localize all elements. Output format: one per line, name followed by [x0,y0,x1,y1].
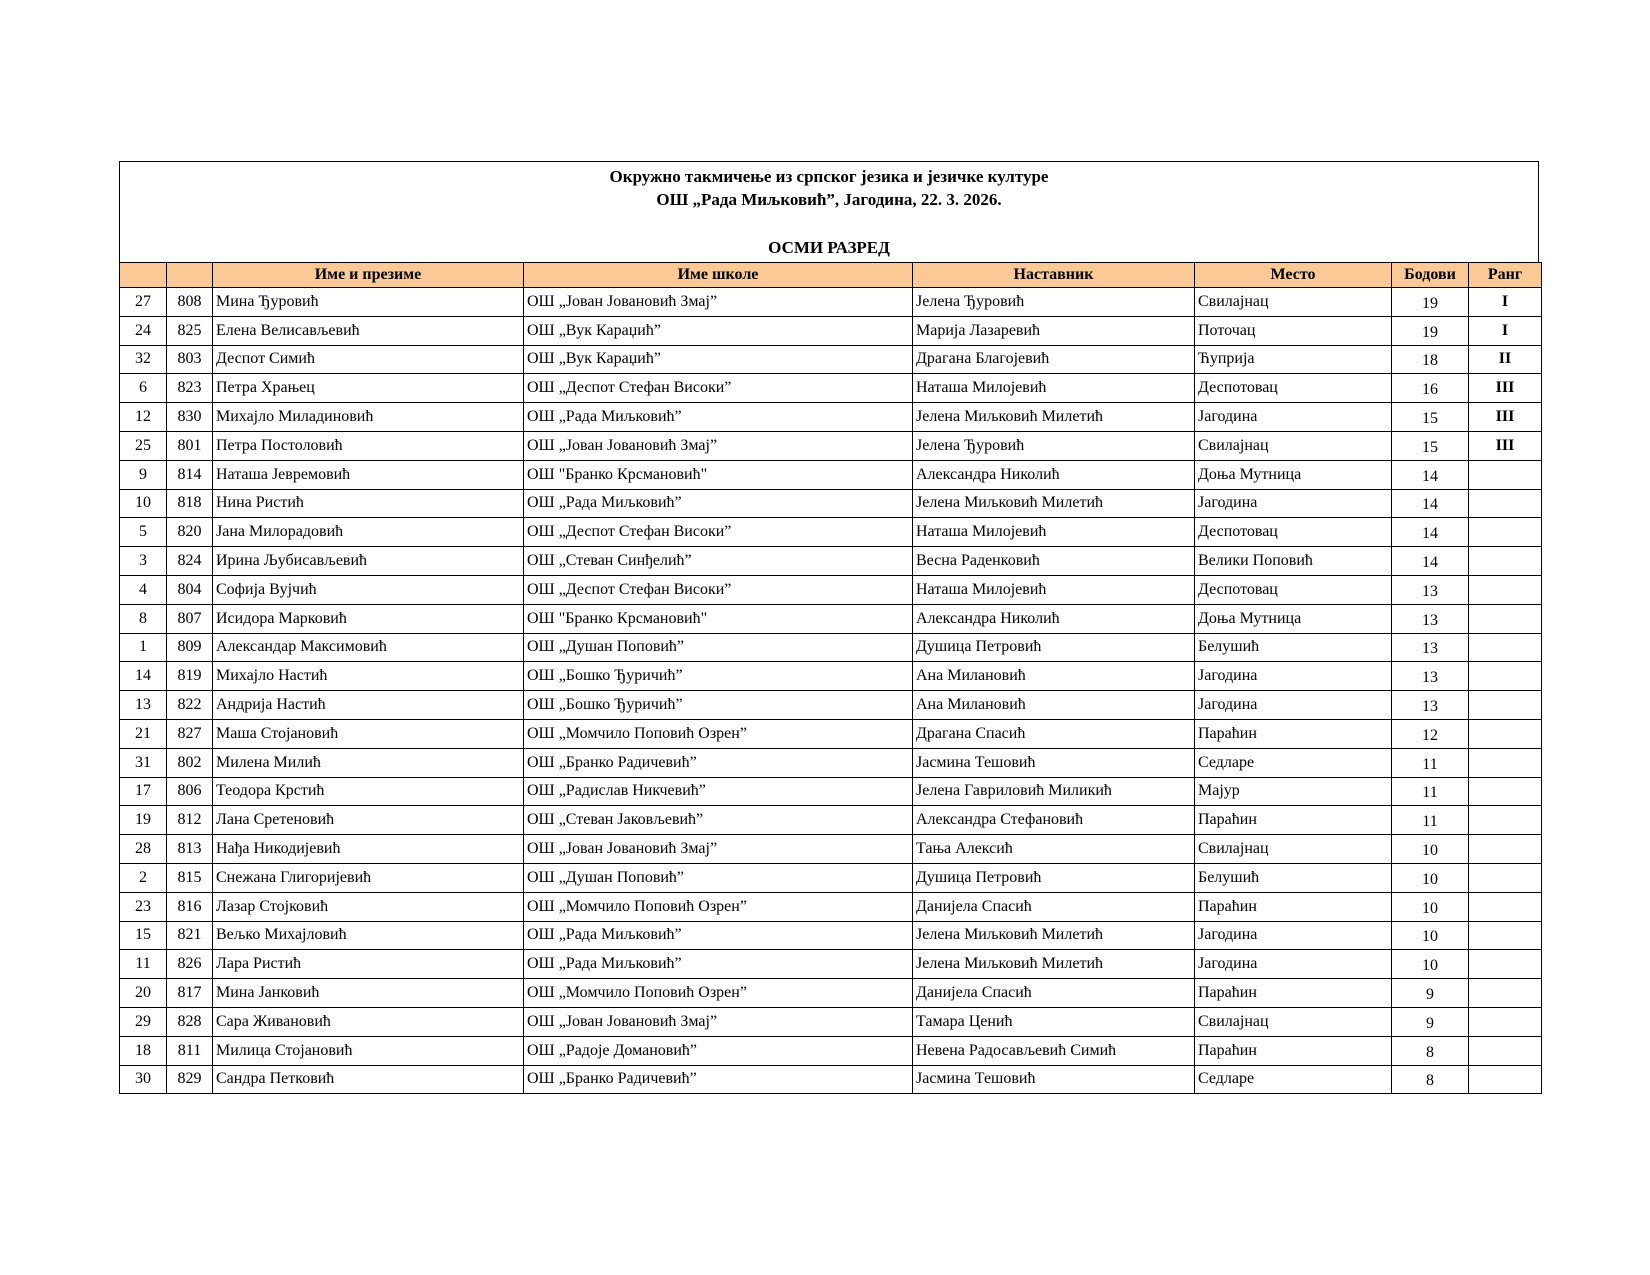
place-name: Јагодина [1195,950,1392,979]
contestant-code: 818 [167,489,213,518]
header-row [120,263,1542,288]
table-row [120,921,1542,950]
contestant-code: 807 [167,604,213,633]
place-name: Параћин [1195,892,1392,921]
contestant-code: 827 [167,719,213,748]
school-name: ОШ „Рада Миљковић” [524,921,913,950]
row-number: 10 [120,489,167,518]
rank-value [1469,979,1542,1008]
row-number: 11 [120,950,167,979]
place-name: Параћин [1195,806,1392,835]
contestant-name: Лара Ристић [213,950,524,979]
teacher-name: Невена Радосављевић Симић [913,1036,1195,1065]
school-name: ОШ „Радоје Домановић” [524,1036,913,1065]
teacher-name: Јелена Ђуровић [913,288,1195,317]
table-row [120,979,1542,1008]
school-name: ОШ „Јован Јовановић Змај” [524,431,913,460]
teacher-name: Јелена Миљковић Милетић [913,921,1195,950]
contestant-code: 826 [167,950,213,979]
row-number: 14 [120,662,167,691]
points-value: 10 [1392,892,1469,921]
points-value: 13 [1392,633,1469,662]
rank-value [1469,806,1542,835]
place-name: Јагодина [1195,662,1392,691]
teacher-name: Ана Милановић [913,662,1195,691]
table-row [120,806,1542,835]
place-name: Седларе [1195,1065,1392,1094]
contestant-code: 823 [167,374,213,403]
contestant-code: 814 [167,460,213,489]
table-row [120,662,1542,691]
table-row [120,777,1542,806]
school-name: ОШ „Бранко Радичевић” [524,1065,913,1094]
contestant-code: 828 [167,1007,213,1036]
row-number: 2 [120,863,167,892]
col-header-place: Место [1195,263,1392,288]
contestant-code: 811 [167,1036,213,1065]
points-value: 15 [1392,403,1469,432]
school-name: ОШ „Деспот Стефан Високи” [524,575,913,604]
results-sheet [119,161,1539,1094]
teacher-name: Александра Стефановић [913,806,1195,835]
table-row [120,950,1542,979]
contestant-name: Исидора Марковић [213,604,524,633]
school-name: ОШ „Јован Јовановић Змај” [524,288,913,317]
rank-value [1469,1007,1542,1036]
points-value: 14 [1392,518,1469,547]
teacher-name: Тамара Ценић [913,1007,1195,1036]
row-number: 29 [120,1007,167,1036]
contestant-code: 806 [167,777,213,806]
row-number: 23 [120,892,167,921]
contestant-name: Снежана Глигоријевић [213,863,524,892]
points-value: 19 [1392,288,1469,317]
results-table [119,262,1542,1094]
contestant-name: Наташа Јевремовић [213,460,524,489]
contestant-name: Вељко Михајловић [213,921,524,950]
contestant-name: Сара Живановић [213,1007,524,1036]
contestant-name: Петра Постоловић [213,431,524,460]
school-name: ОШ „Душан Поповић” [524,863,913,892]
rank-value: III [1469,374,1542,403]
place-name: Белушић [1195,633,1392,662]
row-number: 1 [120,633,167,662]
place-name: Ћуприја [1195,345,1392,374]
grade-title: ОСМИ РАЗРЕД [768,238,890,257]
contestant-code: 819 [167,662,213,691]
contestant-name: Нина Ристић [213,489,524,518]
row-number: 28 [120,835,167,864]
points-value: 19 [1392,316,1469,345]
place-name: Седларе [1195,748,1392,777]
col-header-teacher: Наставник [913,263,1195,288]
place-name: Свилајнац [1195,288,1392,317]
contestant-code: 808 [167,288,213,317]
points-value: 14 [1392,489,1469,518]
rank-value: II [1469,345,1542,374]
contestant-code: 812 [167,806,213,835]
rank-value [1469,719,1542,748]
table-row [120,403,1542,432]
table-row [120,604,1542,633]
school-name: ОШ „Бранко Радичевић” [524,748,913,777]
contestant-name: Александар Максимовић [213,633,524,662]
rank-value [1469,777,1542,806]
teacher-name: Данијела Спасић [913,979,1195,1008]
table-row [120,575,1542,604]
place-name: Свилајнац [1195,835,1392,864]
contestant-name: Михајло Миладиновић [213,403,524,432]
points-value: 14 [1392,460,1469,489]
points-value: 9 [1392,979,1469,1008]
place-name: Деспотовац [1195,575,1392,604]
school-name: ОШ „Рада Миљковић” [524,403,913,432]
row-number: 13 [120,691,167,720]
teacher-name: Душица Петровић [913,633,1195,662]
table-row [120,288,1542,317]
results-body [120,288,1542,1094]
points-value: 13 [1392,691,1469,720]
contestant-name: Андрија Настић [213,691,524,720]
col-header-number [120,263,167,288]
place-name: Доња Мутница [1195,460,1392,489]
teacher-name: Јелена Ђуровић [913,431,1195,460]
points-value: 8 [1392,1065,1469,1094]
rank-value: I [1469,316,1542,345]
teacher-name: Душица Петровић [913,863,1195,892]
contestant-name: Нађа Никодијевић [213,835,524,864]
contestant-code: 803 [167,345,213,374]
rank-value [1469,892,1542,921]
contestant-name: Милена Милић [213,748,524,777]
contestant-code: 816 [167,892,213,921]
row-number: 9 [120,460,167,489]
row-number: 27 [120,288,167,317]
rank-value [1469,863,1542,892]
teacher-name: Марија Лазаревић [913,316,1195,345]
school-name: ОШ „Јован Јовановић Змај” [524,1007,913,1036]
rank-value [1469,950,1542,979]
row-number: 31 [120,748,167,777]
points-value: 10 [1392,921,1469,950]
points-value: 15 [1392,431,1469,460]
contestant-code: 821 [167,921,213,950]
table-row [120,633,1542,662]
contestant-name: Маша Стојановић [213,719,524,748]
place-name: Параћин [1195,979,1392,1008]
points-value: 10 [1392,835,1469,864]
table-row [120,1036,1542,1065]
points-value: 13 [1392,604,1469,633]
points-value: 13 [1392,662,1469,691]
teacher-name: Јасмина Тешовић [913,748,1195,777]
table-row [120,374,1542,403]
place-name: Деспотовац [1195,518,1392,547]
school-name: ОШ „Момчило Поповић Озрен” [524,892,913,921]
table-row [120,863,1542,892]
place-name: Јагодина [1195,691,1392,720]
table-row [120,489,1542,518]
table-row [120,748,1542,777]
points-value: 11 [1392,777,1469,806]
table-row [120,691,1542,720]
contestant-code: 822 [167,691,213,720]
points-value: 16 [1392,374,1469,403]
school-name: ОШ „Момчило Поповић Озрен” [524,719,913,748]
place-name: Параћин [1195,719,1392,748]
teacher-name: Јелена Миљковић Милетић [913,950,1195,979]
school-name: ОШ „Стеван Јаковљевић” [524,806,913,835]
table-row [120,1007,1542,1036]
col-header-name: Име и презиме [213,263,524,288]
teacher-name: Весна Раденковић [913,547,1195,576]
row-number: 8 [120,604,167,633]
place-name: Поточац [1195,316,1392,345]
contestant-code: 829 [167,1065,213,1094]
contestant-code: 802 [167,748,213,777]
table-row [120,518,1542,547]
contestant-code: 809 [167,633,213,662]
contestant-code: 815 [167,863,213,892]
teacher-name: Александра Николић [913,604,1195,633]
place-name: Свилајнац [1195,1007,1392,1036]
rank-value [1469,691,1542,720]
school-name: ОШ „Радислав Никчевић” [524,777,913,806]
contestant-code: 817 [167,979,213,1008]
place-name: Јагодина [1195,921,1392,950]
place-name: Јагодина [1195,489,1392,518]
contestant-name: Јана Милорадовић [213,518,524,547]
table-row [120,547,1542,576]
row-number: 21 [120,719,167,748]
table-row [120,892,1542,921]
rank-value [1469,1065,1542,1094]
rank-value [1469,575,1542,604]
place-name: Свилајнац [1195,431,1392,460]
table-row [120,316,1542,345]
school-name: ОШ "Бранко Крсмановић" [524,460,913,489]
rank-value [1469,748,1542,777]
contestant-code: 804 [167,575,213,604]
row-number: 25 [120,431,167,460]
row-number: 18 [120,1036,167,1065]
contestant-name: Мина Ђуровић [213,288,524,317]
rank-value [1469,604,1542,633]
rank-value [1469,633,1542,662]
contestant-name: Лана Сретеновић [213,806,524,835]
contestant-name: Елена Велисављевић [213,316,524,345]
teacher-name: Јелена Гавриловић Миликић [913,777,1195,806]
table-row [120,431,1542,460]
points-value: 18 [1392,345,1469,374]
rank-value [1469,460,1542,489]
row-number: 4 [120,575,167,604]
place-name: Јагодина [1195,403,1392,432]
place-name: Велики Поповић [1195,547,1392,576]
row-number: 32 [120,345,167,374]
rank-value [1469,1036,1542,1065]
points-value: 13 [1392,575,1469,604]
place-name: Параћин [1195,1036,1392,1065]
points-value: 11 [1392,806,1469,835]
contestant-name: Петра Храњец [213,374,524,403]
table-row [120,460,1542,489]
points-value: 11 [1392,748,1469,777]
points-value: 14 [1392,547,1469,576]
contestant-code: 820 [167,518,213,547]
row-number: 24 [120,316,167,345]
contestant-name: Мина Јанковић [213,979,524,1008]
venue-date: ОШ „Рада Миљковић”, Јагодина, 22. 3. 2026. [656,190,1002,209]
school-name: ОШ "Бранко Крсмановић" [524,604,913,633]
rank-value: III [1469,403,1542,432]
contestant-name: Михајло Настић [213,662,524,691]
row-number: 5 [120,518,167,547]
school-name: ОШ „Душан Поповић” [524,633,913,662]
points-value: 9 [1392,1007,1469,1036]
competition-title: Окружно такмичење из српског језика и језичке културе [609,167,1049,186]
school-name: ОШ „Деспот Стефан Високи” [524,518,913,547]
teacher-name: Наташа Милојевић [913,518,1195,547]
school-name: ОШ „Момчило Поповић Озрен” [524,979,913,1008]
row-number: 20 [120,979,167,1008]
teacher-name: Тања Алексић [913,835,1195,864]
school-name: ОШ „Вук Караџић” [524,316,913,345]
place-name: Мајур [1195,777,1392,806]
rank-value [1469,662,1542,691]
place-name: Деспотовац [1195,374,1392,403]
teacher-name: Наташа Милојевић [913,374,1195,403]
table-row [120,1065,1542,1094]
school-name: ОШ „Бошко Ђуричић” [524,691,913,720]
place-name: Белушић [1195,863,1392,892]
points-value: 8 [1392,1036,1469,1065]
row-number: 17 [120,777,167,806]
teacher-name: Јелена Миљковић Милетић [913,489,1195,518]
points-value: 10 [1392,863,1469,892]
title-block [119,161,1539,262]
teacher-name: Александра Николић [913,460,1195,489]
school-name: ОШ „Стеван Синђелић” [524,547,913,576]
school-name: ОШ „Вук Караџић” [524,345,913,374]
col-header-points: Бодови [1392,263,1469,288]
contestant-name: Милица Стојановић [213,1036,524,1065]
row-number: 12 [120,403,167,432]
row-number: 19 [120,806,167,835]
col-header-code [167,263,213,288]
school-name: ОШ „Деспот Стефан Високи” [524,374,913,403]
place-name: Доња Мутница [1195,604,1392,633]
contestant-code: 813 [167,835,213,864]
contestant-code: 824 [167,547,213,576]
row-number: 3 [120,547,167,576]
teacher-name: Наташа Милојевић [913,575,1195,604]
row-number: 6 [120,374,167,403]
rank-value [1469,921,1542,950]
rank-value [1469,518,1542,547]
rank-value [1469,547,1542,576]
rank-value: I [1469,288,1542,317]
contestant-name: Ирина Љубисављевић [213,547,524,576]
table-row [120,345,1542,374]
col-header-rank: Ранг [1469,263,1542,288]
teacher-name: Данијела Спасић [913,892,1195,921]
col-header-school: Име школе [524,263,913,288]
teacher-name: Ана Милановић [913,691,1195,720]
points-value: 10 [1392,950,1469,979]
points-value: 12 [1392,719,1469,748]
school-name: ОШ „Јован Јовановић Змај” [524,835,913,864]
school-name: ОШ „Рада Миљковић” [524,489,913,518]
contestant-code: 830 [167,403,213,432]
contestant-name: Сандра Петковић [213,1065,524,1094]
school-name: ОШ „Бошко Ђуричић” [524,662,913,691]
contestant-name: Лазар Стојковић [213,892,524,921]
table-row [120,835,1542,864]
contestant-name: Деспот Симић [213,345,524,374]
school-name: ОШ „Рада Миљковић” [524,950,913,979]
contestant-code: 825 [167,316,213,345]
teacher-name: Јасмина Тешовић [913,1065,1195,1094]
teacher-name: Јелена Миљковић Милетић [913,403,1195,432]
rank-value [1469,489,1542,518]
contestant-name: Теодора Крстић [213,777,524,806]
rank-value: III [1469,431,1542,460]
contestant-code: 801 [167,431,213,460]
teacher-name: Драгана Благојевић [913,345,1195,374]
row-number: 30 [120,1065,167,1094]
contestant-name: Софија Вујчић [213,575,524,604]
table-row [120,719,1542,748]
rank-value [1469,835,1542,864]
teacher-name: Драгана Спасић [913,719,1195,748]
row-number: 15 [120,921,167,950]
